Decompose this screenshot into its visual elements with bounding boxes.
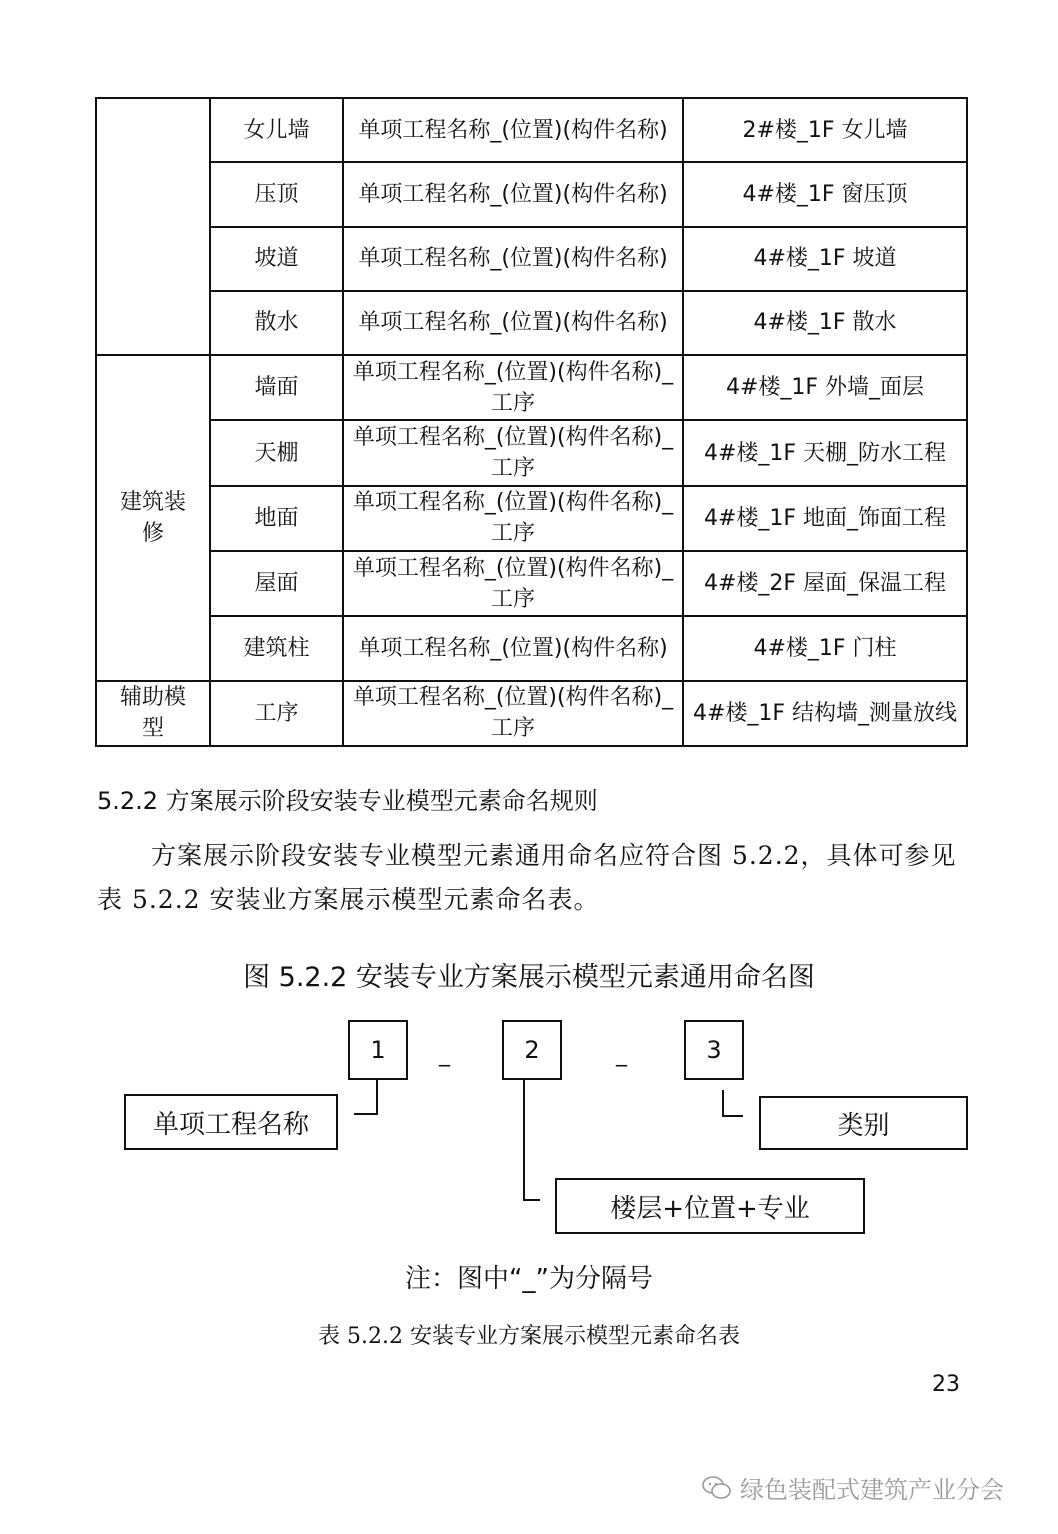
rule-cell: 单项工程名称_(位置)(构件名称) bbox=[343, 227, 683, 291]
rule-cell: 单项工程名称_(位置)(构件名称)_工序 bbox=[343, 681, 683, 746]
table-title: 表 5.2.2 安装专业方案展示模型元素命名表 bbox=[318, 1324, 740, 1349]
rule-cell: 单项工程名称_(位置)(构件名称)_工序 bbox=[343, 486, 683, 551]
field-box-1: 1 bbox=[348, 1020, 408, 1080]
connector-1 bbox=[354, 1078, 377, 1114]
field-box-3: 3 bbox=[684, 1020, 744, 1080]
example-cell: 4#楼_1F 外墙_面层 bbox=[683, 355, 967, 420]
watermark bbox=[702, 1470, 1004, 1505]
label-project-name: 单项工程名称 bbox=[124, 1094, 338, 1150]
rule-cell: 单项工程名称_(位置)(构件名称)_工序 bbox=[343, 420, 683, 485]
wechat-icon bbox=[702, 1475, 732, 1501]
rule-cell: 单项工程名称_(位置)(构件名称)_工序 bbox=[343, 355, 683, 420]
section-paragraph: 方案展示阶段安装专业模型元素通用命名应符合图 5.2.2，具体可参见表 5.2.2 安装业方案展示模型元素命名表。 bbox=[97, 841, 957, 914]
component-cell: 女儿墙 bbox=[210, 98, 343, 162]
section-heading: 5.2.2 方案展示阶段安装专业模型元素命名规则 bbox=[97, 787, 598, 815]
example-cell: 4#楼_1F 门柱 bbox=[683, 616, 967, 680]
label-floor-position-discipline: 楼层+位置+专业 bbox=[555, 1178, 865, 1234]
rule-cell: 单项工程名称_(位置)(构件名称) bbox=[343, 616, 683, 680]
component-cell: 工序 bbox=[210, 681, 343, 746]
example-cell: 4#楼_1F 散水 bbox=[683, 291, 967, 355]
field-box-2: 2 bbox=[502, 1020, 562, 1080]
component-cell: 地面 bbox=[210, 486, 343, 551]
component-cell: 墙面 bbox=[210, 355, 343, 420]
rule-cell: 单项工程名称_(位置)(构件名称) bbox=[343, 98, 683, 162]
example-cell: 4#楼_1F 结构墙_测量放线 bbox=[683, 681, 967, 746]
connector-2 bbox=[524, 1078, 540, 1200]
rule-cell: 单项工程名称_(位置)(构件名称) bbox=[343, 291, 683, 355]
category-cell: 建筑装修 bbox=[96, 355, 210, 680]
watermark-text: 绿色装配式建筑产业分会 bbox=[740, 1476, 1004, 1504]
figure-title: 图 5.2.2 安装专业方案展示模型元素通用命名图 bbox=[243, 962, 815, 993]
component-cell: 屋面 bbox=[210, 551, 343, 616]
connector-3 bbox=[723, 1090, 743, 1116]
category-cell: 辅助模型 bbox=[96, 681, 210, 746]
example-cell: 4#楼_2F 屋面_保温工程 bbox=[683, 551, 967, 616]
page-number: 23 bbox=[932, 1372, 960, 1397]
example-cell: 2#楼_1F 女儿墙 bbox=[683, 98, 967, 162]
component-cell: 散水 bbox=[210, 291, 343, 355]
separator: _ bbox=[616, 1042, 627, 1067]
label-category: 类别 bbox=[759, 1096, 968, 1150]
component-cell: 建筑柱 bbox=[210, 616, 343, 680]
component-cell: 坡道 bbox=[210, 227, 343, 291]
separator: _ bbox=[439, 1042, 450, 1067]
example-cell: 4#楼_1F 窗压顶 bbox=[683, 162, 967, 226]
figure-note: 注：图中“_”为分隔号 bbox=[405, 1264, 653, 1294]
example-cell: 4#楼_1F 坡道 bbox=[683, 227, 967, 291]
rule-cell: 单项工程名称_(位置)(构件名称) bbox=[343, 162, 683, 226]
component-cell: 压顶 bbox=[210, 162, 343, 226]
example-cell: 4#楼_1F 地面_饰面工程 bbox=[683, 486, 967, 551]
rule-cell: 单项工程名称_(位置)(构件名称)_工序 bbox=[343, 551, 683, 616]
component-cell: 天棚 bbox=[210, 420, 343, 485]
example-cell: 4#楼_1F 天棚_防水工程 bbox=[683, 420, 967, 485]
